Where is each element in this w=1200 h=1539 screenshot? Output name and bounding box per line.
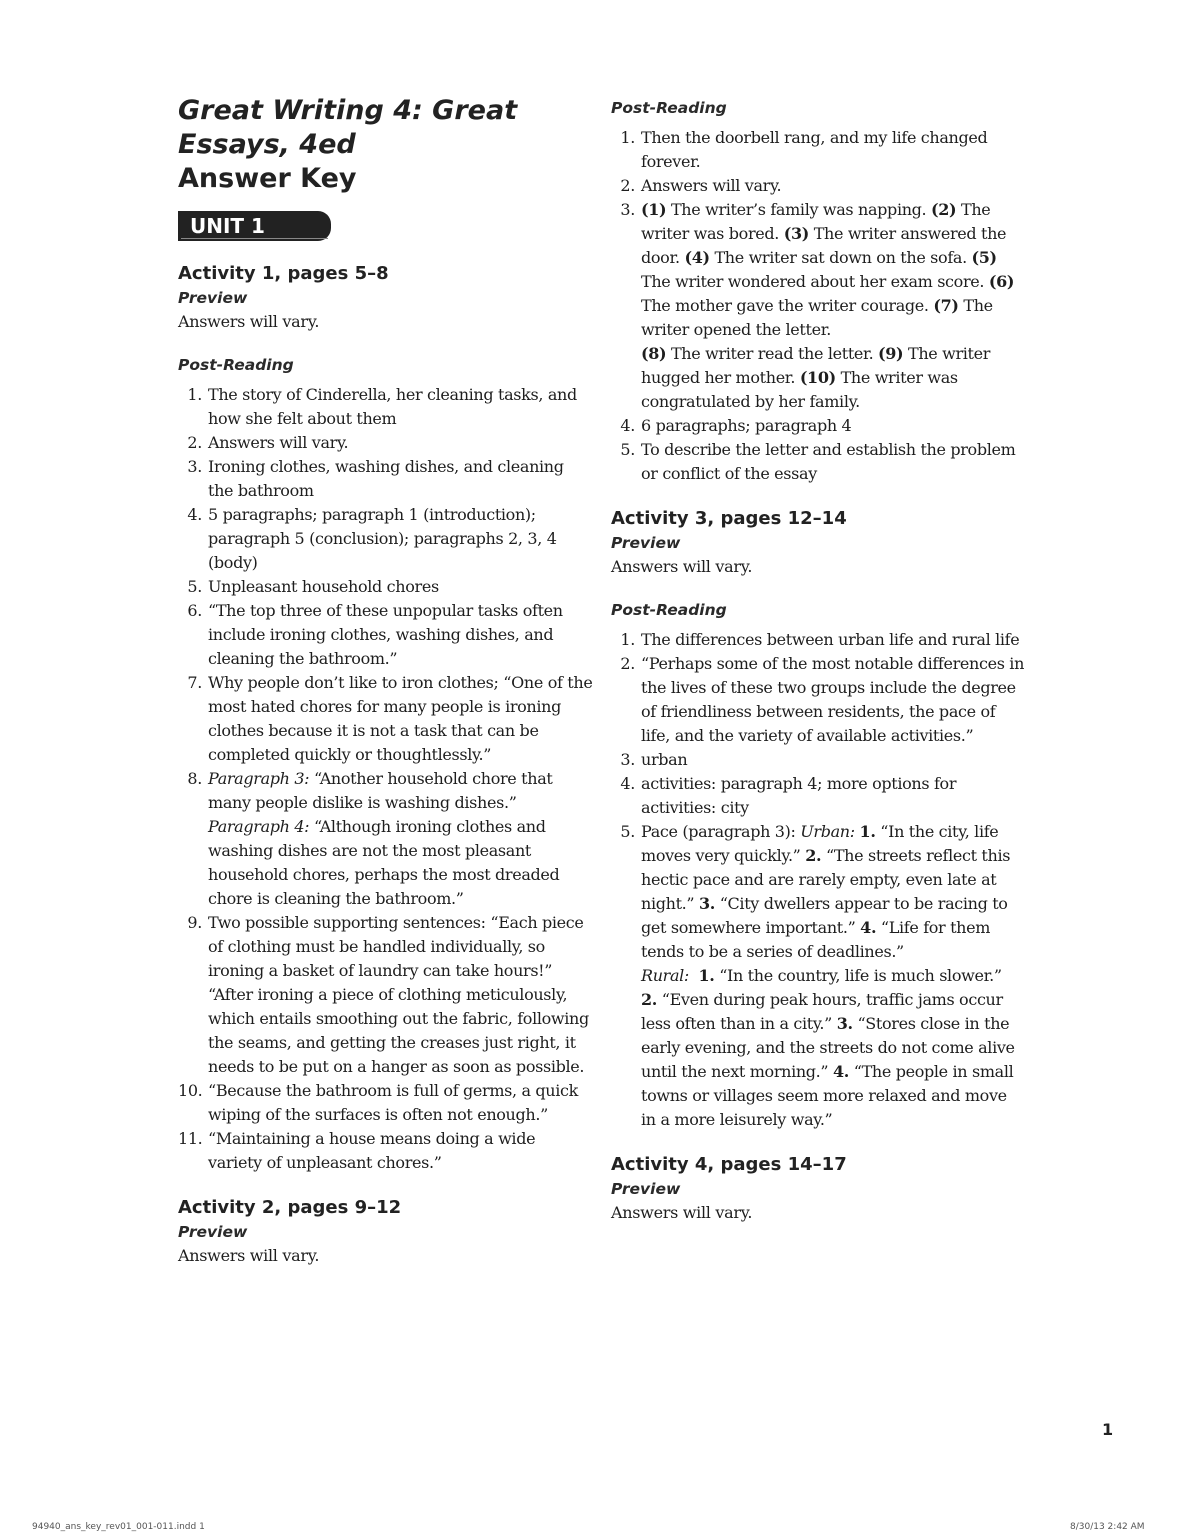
paragraph-4-text: “Although ironing clothes and washing dishes are not the most pleasant household chores, perhaps the most dreaded chore is cleaning the bathroom.”	[208, 817, 560, 908]
step-number: (6)	[988, 272, 1015, 291]
list-item	[178, 767, 593, 911]
item-text: The differences between urban life and rural life	[641, 630, 1020, 649]
list-item	[611, 438, 1026, 486]
quote-text: “City dwellers appear to be racing to get somewhere important.”	[641, 894, 1008, 937]
activity-4-heading: Activity 4, pages 14–17	[611, 1154, 847, 1175]
item-text: To describe the letter and establish the problem or conflict of the essay	[641, 440, 1016, 483]
item-text: 5 paragraphs; paragraph 1 (introduction); paragraph 5 (conclusion); paragraphs 2, 3, 4 (body)	[208, 505, 557, 572]
item-number: 6.	[187, 601, 202, 620]
page-number: 1	[1102, 1420, 1114, 1439]
quote-number: 3.	[698, 894, 715, 913]
item-text: Two possible supporting sentences: “Each piece of clothing must be handled individually, so ironing a basket of laundry can take hours!” “After ironing a piece of clothing meticulously, which entails smoothing out the fabric, following the seams, and getting the creases just right, it needs to be put on a hanger as soon as possible.	[208, 913, 589, 1076]
activity-1-preview-text: Answers will vary.	[178, 312, 320, 331]
item-number: 9.	[187, 913, 202, 932]
activity-3-post-reading-label: Post-Reading	[611, 601, 727, 619]
list-item	[611, 748, 1026, 772]
title-line-1: Great Writing 4: Great	[178, 95, 518, 126]
step-text: The writer’s family was napping.	[666, 200, 932, 219]
item-number: 5.	[620, 440, 635, 459]
activity-4-preview-label: Preview	[611, 1180, 681, 1198]
list-item	[178, 383, 593, 431]
step-number: (1)	[641, 200, 667, 219]
activity-2-preview-text: Answers will vary.	[178, 1246, 320, 1265]
quote-text: “Even during peak hours, traffic jams occur less often than in a city.”	[641, 990, 1003, 1033]
step-number: (5)	[971, 248, 997, 267]
list-item	[178, 1127, 593, 1175]
activity-4-preview-text: Answers will vary.	[611, 1203, 753, 1222]
activity-3-answer-list	[611, 628, 1026, 1132]
item-number: 1.	[620, 630, 635, 649]
item-text: “Perhaps some of the most notable differences in the lives of these two groups include the degree of friendliness between residents, the pace of life, and the variety of available activities.”	[641, 654, 1025, 745]
step-number: (8)	[641, 344, 667, 363]
step-text: The writer answered the door.	[641, 224, 1007, 267]
item-number: 2.	[620, 654, 635, 673]
step-number: (7)	[933, 296, 959, 315]
item-number: 4.	[187, 505, 202, 524]
step-text: The mother gave the writer courage.	[641, 296, 934, 315]
activity-3-heading: Activity 3, pages 12–14	[611, 508, 847, 529]
item-text: urban	[641, 750, 688, 769]
item-number: 2.	[187, 433, 202, 452]
left-column	[178, 94, 593, 1268]
list-item	[178, 1079, 593, 1127]
activity-2-heading: Activity 2, pages 9–12	[178, 1197, 402, 1218]
quote-text: “In the city, life moves very quickly.”	[641, 822, 999, 865]
item-number: 1.	[187, 385, 202, 404]
title-line-2: Essays, 4ed	[178, 129, 356, 160]
title-line-3: Answer Key	[178, 163, 357, 194]
step-text: The writer hugged her mother.	[641, 344, 991, 387]
list-item	[178, 911, 593, 1079]
activity-1-answer-list	[178, 383, 593, 1175]
item-number: 3.	[187, 457, 202, 476]
urban-label: Urban:	[800, 822, 855, 841]
footer-file-slug: 94940_ans_key_rev01_001-011.indd 1	[32, 1522, 205, 1532]
quote-text: “In the country, life is much slower.”	[714, 966, 1002, 985]
list-item	[178, 431, 593, 455]
activity-2-post-reading-label: Post-Reading	[611, 99, 727, 117]
step-text: The writer was bored.	[641, 200, 991, 243]
list-item	[611, 772, 1026, 820]
quote-number: 3.	[836, 1014, 853, 1033]
item-number: 2.	[620, 176, 635, 195]
activity-2-answer-list	[611, 126, 1026, 486]
right-column	[611, 96, 1026, 1225]
rural-label: Rural:	[641, 966, 689, 985]
quote-number: 1.	[859, 822, 876, 841]
item-number: 8.	[187, 769, 202, 788]
item-text: Answers will vary.	[208, 433, 349, 452]
item-text: Ironing clothes, washing dishes, and cleaning the bathroom	[208, 457, 564, 500]
item-number: 7.	[187, 673, 202, 692]
item-text: activities: paragraph 4; more options for activities: city	[641, 774, 957, 817]
list-item	[178, 503, 593, 575]
step-number: (9)	[878, 344, 904, 363]
quote-text: “The streets reflect this hectic pace and are rarely empty, even late at night.”	[641, 846, 1011, 913]
quote-number: 4.	[860, 918, 877, 937]
unit-label-tab: UNIT 1	[178, 211, 331, 241]
list-item	[611, 652, 1026, 748]
step-number: (2)	[931, 200, 957, 219]
list-item	[611, 198, 1026, 414]
quote-text: “Stores close in the early evening, and the streets do not come alive until the next morning.”	[641, 1014, 1015, 1081]
list-item	[611, 126, 1026, 174]
list-item	[178, 671, 593, 767]
item-text: The story of Cinderella, her cleaning tasks, and how she felt about them	[208, 385, 577, 428]
pace-lead: Pace (paragraph 3):	[641, 822, 801, 841]
quote-number: 4.	[833, 1062, 850, 1081]
activity-3-preview-label: Preview	[611, 534, 681, 552]
item-number: 3.	[620, 200, 635, 219]
list-item	[611, 820, 1026, 1132]
quote-number: 2.	[805, 846, 822, 865]
item-number: 10.	[178, 1081, 203, 1100]
item-text: “Maintaining a house means doing a wide variety of unpleasant chores.”	[208, 1129, 536, 1172]
activity-2-preview-label: Preview	[178, 1223, 248, 1241]
item-number: 4.	[620, 774, 635, 793]
document-title	[178, 94, 593, 196]
item-text: Why people don’t like to iron clothes; “One of the most hated chores for many people is ironing clothes because it is not a task that can be completed quickly or thoughtlessly.”	[208, 673, 593, 764]
item-text: 6 paragraphs; paragraph 4	[641, 416, 852, 435]
item-number: 1.	[620, 128, 635, 147]
item-text: Then the doorbell rang, and my life changed forever.	[641, 128, 988, 171]
quote-text: “Life for them tends to be a series of deadlines.”	[641, 918, 991, 961]
list-item	[178, 575, 593, 599]
activity-1-heading: Activity 1, pages 5–8	[178, 263, 389, 284]
item-number: 5.	[187, 577, 202, 596]
activity-1-preview-label: Preview	[178, 289, 248, 307]
paragraph-3-text: “Another household chore that many people dislike is washing dishes.”	[208, 769, 553, 812]
item-number: 3.	[620, 750, 635, 769]
activity-1-post-reading-label: Post-Reading	[178, 356, 294, 374]
step-number: (10)	[799, 368, 836, 387]
step-text: The writer wondered about her exam score.	[641, 272, 989, 291]
item-number: 11.	[178, 1129, 203, 1148]
step-number: (4)	[684, 248, 710, 267]
paragraph-3-label: Paragraph 3:	[208, 769, 310, 788]
list-item	[611, 414, 1026, 438]
item-text: “The top three of these unpopular tasks often include ironing clothes, washing dishes, and cleaning the bathroom.”	[208, 601, 563, 668]
list-item	[611, 174, 1026, 198]
quote-number: 2.	[641, 990, 658, 1009]
step-number: (3)	[783, 224, 809, 243]
list-item	[178, 599, 593, 671]
step-text: The writer was congratulated by her family.	[641, 368, 958, 411]
step-text: The writer opened the letter.	[641, 296, 993, 339]
item-number: 5.	[620, 822, 635, 841]
step-text: The writer read the letter.	[666, 344, 879, 363]
item-text: Unpleasant household chores	[208, 577, 439, 596]
item-text: “Because the bathroom is full of germs, a quick wiping of the surfaces is often not enough.”	[208, 1081, 578, 1124]
list-item	[178, 455, 593, 503]
step-text: The writer sat down on the sofa.	[709, 248, 972, 267]
footer-date-slug: 8/30/13 2:42 AM	[1070, 1522, 1145, 1532]
quote-text: “The people in small towns or villages seem more relaxed and move in a more leisurely way.”	[641, 1062, 1014, 1129]
activity-3-preview-text: Answers will vary.	[611, 557, 753, 576]
item-text: Answers will vary.	[641, 176, 782, 195]
item-number: 4.	[620, 416, 635, 435]
paragraph-4-label: Paragraph 4:	[208, 817, 310, 836]
list-item	[611, 628, 1026, 652]
quote-number: 1.	[698, 966, 715, 985]
